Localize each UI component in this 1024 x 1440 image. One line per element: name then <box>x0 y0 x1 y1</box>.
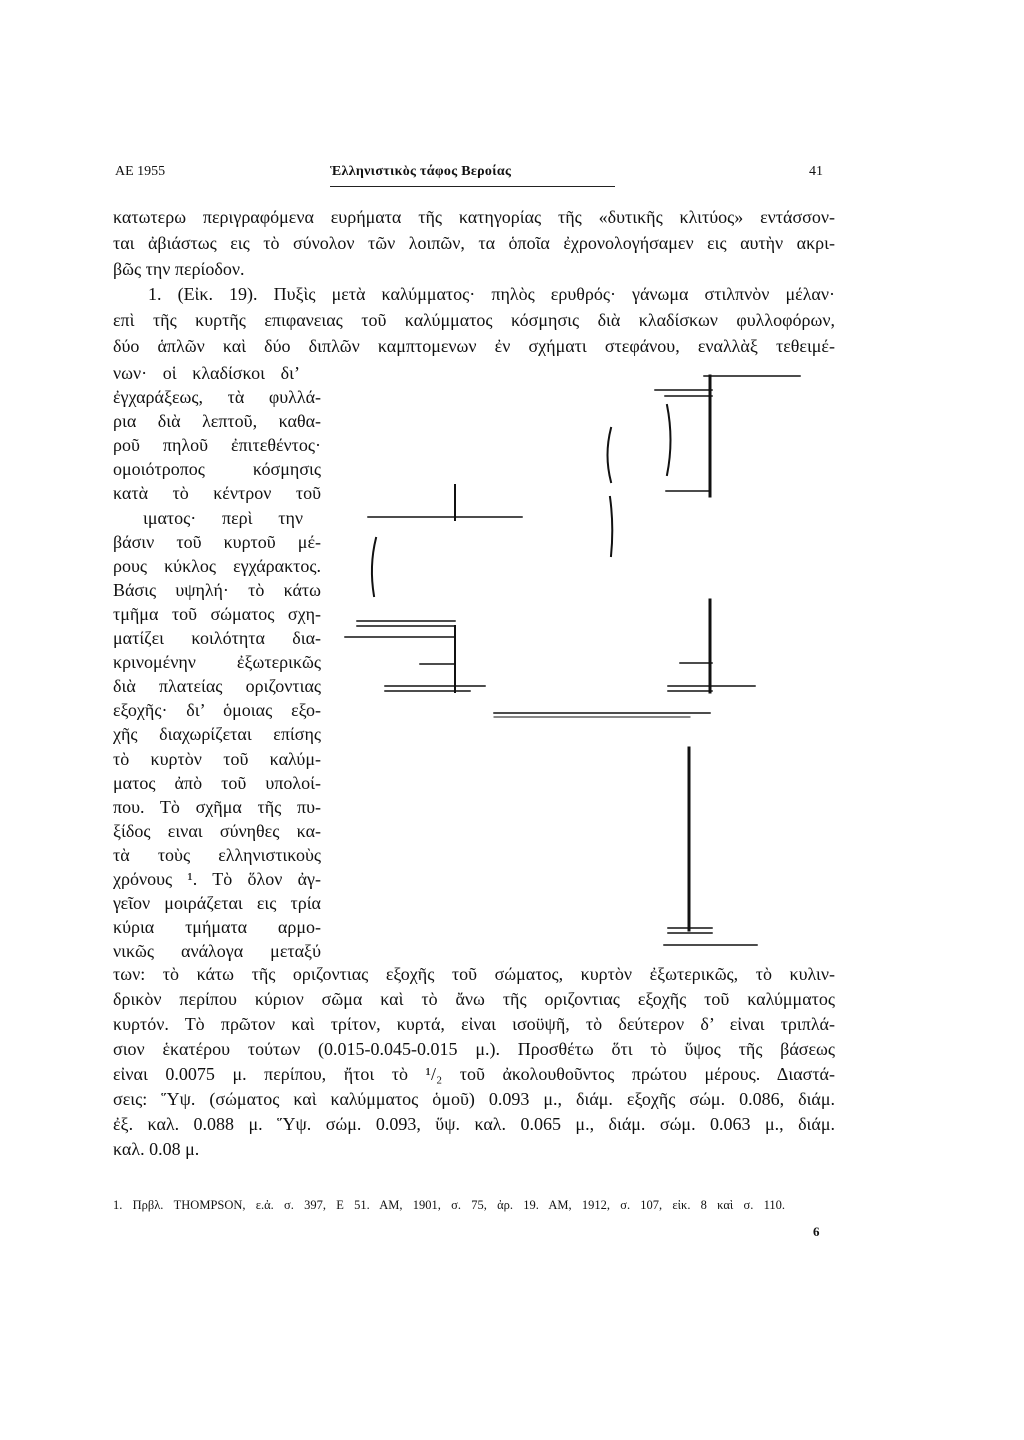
body-text-bottom <box>113 962 835 1162</box>
header-rule <box>330 186 615 187</box>
text-line: ρια διὰ λεπτοῦ, καθα- <box>113 411 321 432</box>
text-line: ἐγχαράξεως, τὰ φυλλά- <box>113 387 321 408</box>
text-line: εἰναι 0.0075 μ. περίπου, ἤτοι τὸ ¹/₂ τοῦ ἀκολουθοῦντος πρώτου μέρους. Διαστά- <box>113 1064 835 1084</box>
text-line: νικῶς ανάλογα μεταξύ <box>113 941 321 962</box>
text-line: ιματος· περὶ την <box>143 507 303 528</box>
text-line: τὰ τοὺς ελληνιστικοὺς <box>113 844 321 865</box>
text-line: που. Τὸ σχῆμα τῆς πυ- <box>113 796 321 817</box>
text-line: των: τὸ κάτω τῆς οριζοντιας εξοχῆς τοῦ σώματος, κυρτὸν ἐξωτερικῶς, τὸ κυλιν- <box>113 964 835 984</box>
running-title: Ἑλληνιστικὸς τάφος Βεροίας <box>330 164 512 179</box>
text-line: τὸ κυρτὸν τοῦ καλύμ- <box>113 748 321 769</box>
text-line: χῆς διαχωρίζεται επίσης <box>113 724 321 745</box>
text-line: ται ἀβιάστως εις τὸ σύνολον τῶν λοιπῶν, τα ὁποῖα ἐχρονολογήσαμεν εις αυτὴν ακρι- <box>113 232 835 253</box>
journal-year: ΑΕ 1955 <box>115 164 166 179</box>
text-line: βάσιν τοῦ κυρτοῦ μέ- <box>113 531 321 552</box>
text-line: δρικὸν περίπου κύριον σῶμα καὶ τὸ ἄνω τῆς οριζοντιας εξοχῆς τοῦ καλύμματος <box>113 989 835 1009</box>
profile-line <box>667 405 671 475</box>
text-line: ρους κύκλος εγχάρακτος. <box>113 555 321 576</box>
text-line: καλ. 0.08 μ. <box>113 1139 200 1159</box>
body-text-column <box>113 361 321 963</box>
profile-line <box>610 497 612 556</box>
text-line: χρόνους ¹. Τὸ ὅλον ἀγ- <box>113 868 321 889</box>
text-line: βῶς την περίοδον. <box>113 258 245 279</box>
text-line: κρινομένην ἐξωτερικῶς <box>113 652 321 673</box>
body-text-top <box>113 205 835 360</box>
text-line: σεις: Ὕψ. (σώματος καὶ καλύμματος ὁμοῦ) 0.093 μ., διάμ. εξοχῆς σώμ. 0.086, διάμ. <box>113 1089 835 1109</box>
text-line: 1. (Εἰκ. 19). Πυξὶς μετὰ καλύμματος· πηλὸς ερυθρός· γάνωμα στιλπνὸν μέλαν· <box>148 284 835 305</box>
text-line: διὰ πλατείας οριζοντιας <box>113 676 321 697</box>
text-line: κυρτόν. Τὸ πρῶτον καὶ τρίτον, κυρτά, εἰναι ισοϋψῆ, τὸ δεύτερον δ’ εἰναι τριπλά- <box>113 1014 835 1034</box>
text-line: επὶ τῆς κυρτῆς επιφανειας τοῦ καλύμματος κόσμησις διὰ κλαδίσκων φυλλοφόρων, <box>113 310 835 331</box>
text-line: ἐξ. καλ. 0.088 μ. Ὕψ. σώμ. 0.093, ὕψ. καλ. 0.065 μ., διάμ. σώμ. 0.063 μ., διάμ. <box>113 1114 835 1134</box>
text-line: ματίζει κοιλότητα δια- <box>113 628 321 649</box>
text-line: κατὰ τὸ κέντρον τοῦ <box>113 483 321 504</box>
text-line: τμῆμα τοῦ σώματος σχη- <box>113 603 321 624</box>
text-line: γεῖον μοιράζεται εις τρία <box>113 893 321 914</box>
signature-mark: 6 <box>813 1224 820 1239</box>
text-line: κύρια τμήματα αρμο- <box>113 917 321 938</box>
text-line: δύο ἁπλῶν καὶ δύο διπλῶν καμπτομενων ἐν σχήματι στεφάνου, εναλλὰξ τεθειμέ- <box>113 335 835 356</box>
pyxis-profile-drawing <box>330 360 810 960</box>
page-number: 41 <box>809 164 823 179</box>
footnote: 1. Πρβλ. THOMPSON, ε.ἀ. σ. 397, Ε 51. ΑΜ, 1901, σ. 75, ἀρ. 19. ΑΜ, 1912, σ. 107, εἰκ. 8 καὶ σ. 110. <box>113 1198 785 1212</box>
text-line: νων· οἱ κλαδίσκοι δι’ <box>113 363 300 383</box>
text-line: εξοχῆς· δι’ ὁμοιας εξο- <box>113 700 321 721</box>
text-line: ματος ἀπὸ τοῦ υπολοί- <box>113 772 321 793</box>
text-line: Βάσις υψηλή· τὸ κάτω <box>113 579 321 600</box>
profile-line <box>608 428 612 482</box>
text-line: ξίδος ειναι σύνηθες κα- <box>113 820 321 841</box>
text-line: κατωτερω περιγραφόμενα ευρήματα τῆς κατηγορίας τῆς «δυτικῆς κλιτύος» εντάσσον- <box>113 207 835 227</box>
profile-line <box>372 538 376 596</box>
text-line: ροῦ πηλοῦ ἐπιτεθέντος· <box>113 435 321 456</box>
text-line: σιον ἑκατέρου τούτων (0.015-0.045-0.015 μ.). Προσθέτω ὅτι τὸ ὕψος τῆς βάσεως <box>113 1039 835 1059</box>
text-line: ομοιότροπος κόσμησις <box>113 459 321 480</box>
